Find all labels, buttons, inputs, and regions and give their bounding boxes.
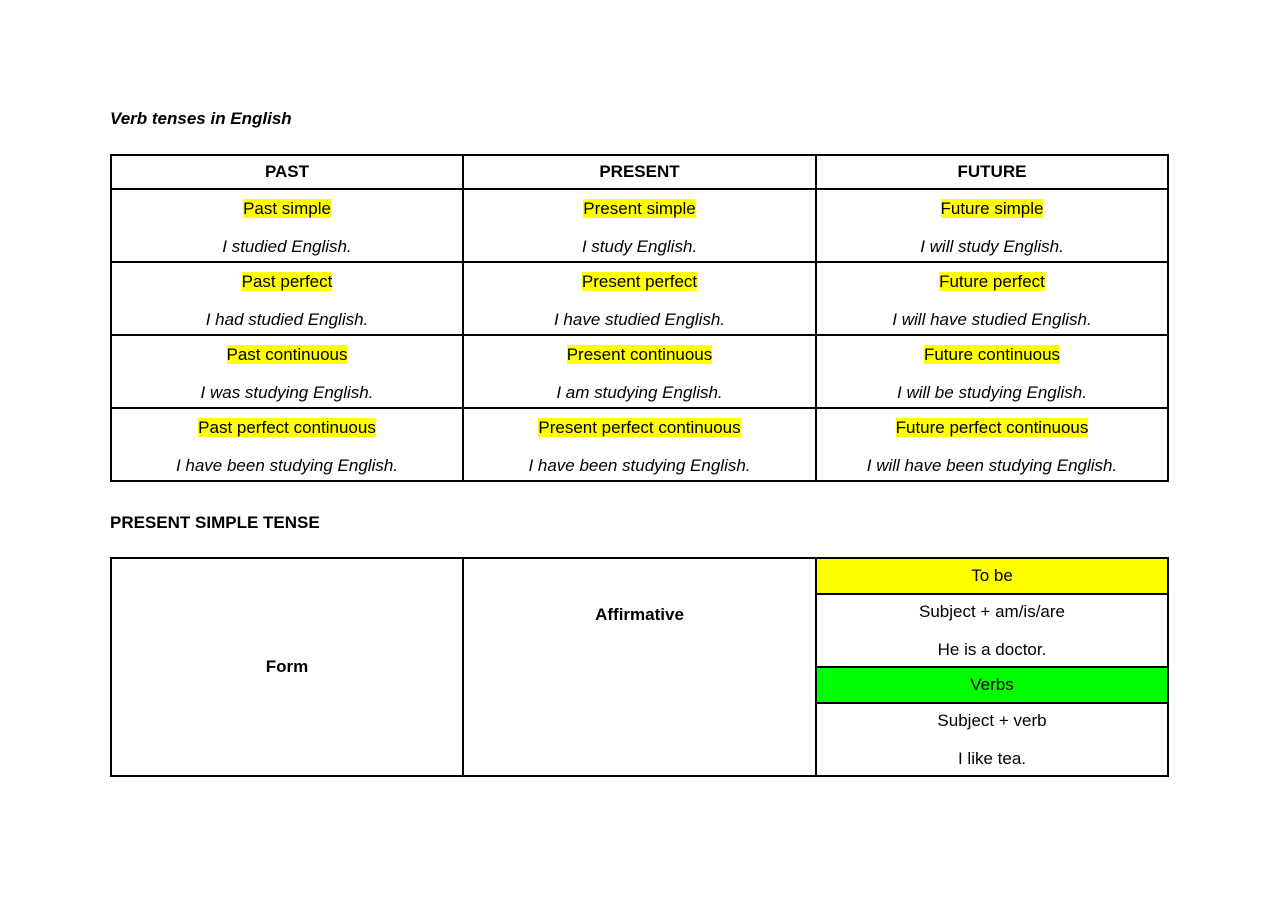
tense-example: I was studying English. <box>200 383 374 402</box>
to-be-rule-cell <box>816 594 1168 667</box>
affirmative-cell <box>463 558 816 776</box>
tense-cell <box>816 262 1168 335</box>
tense-example: I had studied English. <box>205 310 369 329</box>
tense-name: Present continuous <box>566 345 713 364</box>
form-label-cell <box>111 558 463 776</box>
present-simple-table <box>110 557 1169 777</box>
tense-name: Past simple <box>243 199 331 218</box>
tense-cell <box>816 189 1168 262</box>
tense-example: I studied English. <box>222 237 352 256</box>
tense-name: Present perfect continuous <box>538 418 741 437</box>
to-be-example: He is a doctor. <box>937 640 1047 659</box>
verbs-example: I like tea. <box>957 749 1027 768</box>
tense-cell <box>816 408 1168 481</box>
table-row <box>111 189 1168 262</box>
tense-example: I have studied English. <box>553 310 726 329</box>
section-heading: PRESENT SIMPLE TENSE <box>110 513 320 532</box>
tense-example: I am studying English. <box>556 383 723 402</box>
tense-name: Future continuous <box>923 345 1061 364</box>
table-row <box>111 262 1168 335</box>
verbs-label: Verbs <box>970 675 1014 694</box>
tense-example: I will study English. <box>920 237 1064 256</box>
tense-cell <box>463 189 816 262</box>
tense-name: Present simple <box>583 199 696 218</box>
form-label: Form <box>265 657 309 676</box>
tense-name: Future perfect continuous <box>895 418 1089 437</box>
tense-cell <box>111 408 463 481</box>
tense-example: I have been studying English. <box>175 456 399 475</box>
tense-name: Past perfect <box>241 272 333 291</box>
column-header-future: FUTURE <box>816 155 1168 189</box>
verbs-band <box>816 667 1168 703</box>
tense-cell <box>111 189 463 262</box>
tense-name: Future perfect <box>939 272 1045 291</box>
tense-cell <box>463 335 816 408</box>
tense-name: Future simple <box>940 199 1044 218</box>
tense-example: I will have been studying English. <box>866 456 1118 475</box>
document-title: Verb tenses in English <box>110 109 292 128</box>
tense-cell <box>463 408 816 481</box>
tense-cell <box>111 335 463 408</box>
table-row <box>111 335 1168 408</box>
tense-name: Past continuous <box>226 345 348 364</box>
tense-cell <box>816 335 1168 408</box>
table-row <box>111 408 1168 481</box>
verbs-rule: Subject + verb <box>937 711 1047 730</box>
verbs-rule-cell <box>816 703 1168 776</box>
tense-example: I will have studied English. <box>892 310 1092 329</box>
tense-example: I will be studying English. <box>897 383 1087 402</box>
table-header-row <box>111 155 1168 189</box>
tense-name: Present perfect <box>581 272 698 291</box>
column-header-past: PAST <box>111 155 463 189</box>
verb-tenses-table <box>110 154 1169 482</box>
affirmative-label: Affirmative <box>595 605 684 624</box>
to-be-label: To be <box>971 566 1013 585</box>
tense-example: I study English. <box>581 237 698 256</box>
to-be-band <box>816 558 1168 594</box>
tense-cell <box>463 262 816 335</box>
to-be-rule: Subject + am/is/are <box>919 602 1065 621</box>
tense-cell <box>111 262 463 335</box>
tense-example: I have been studying English. <box>528 456 751 475</box>
tense-name: Past perfect continuous <box>198 418 376 437</box>
table-row <box>111 558 1168 594</box>
column-header-present: PRESENT <box>463 155 816 189</box>
